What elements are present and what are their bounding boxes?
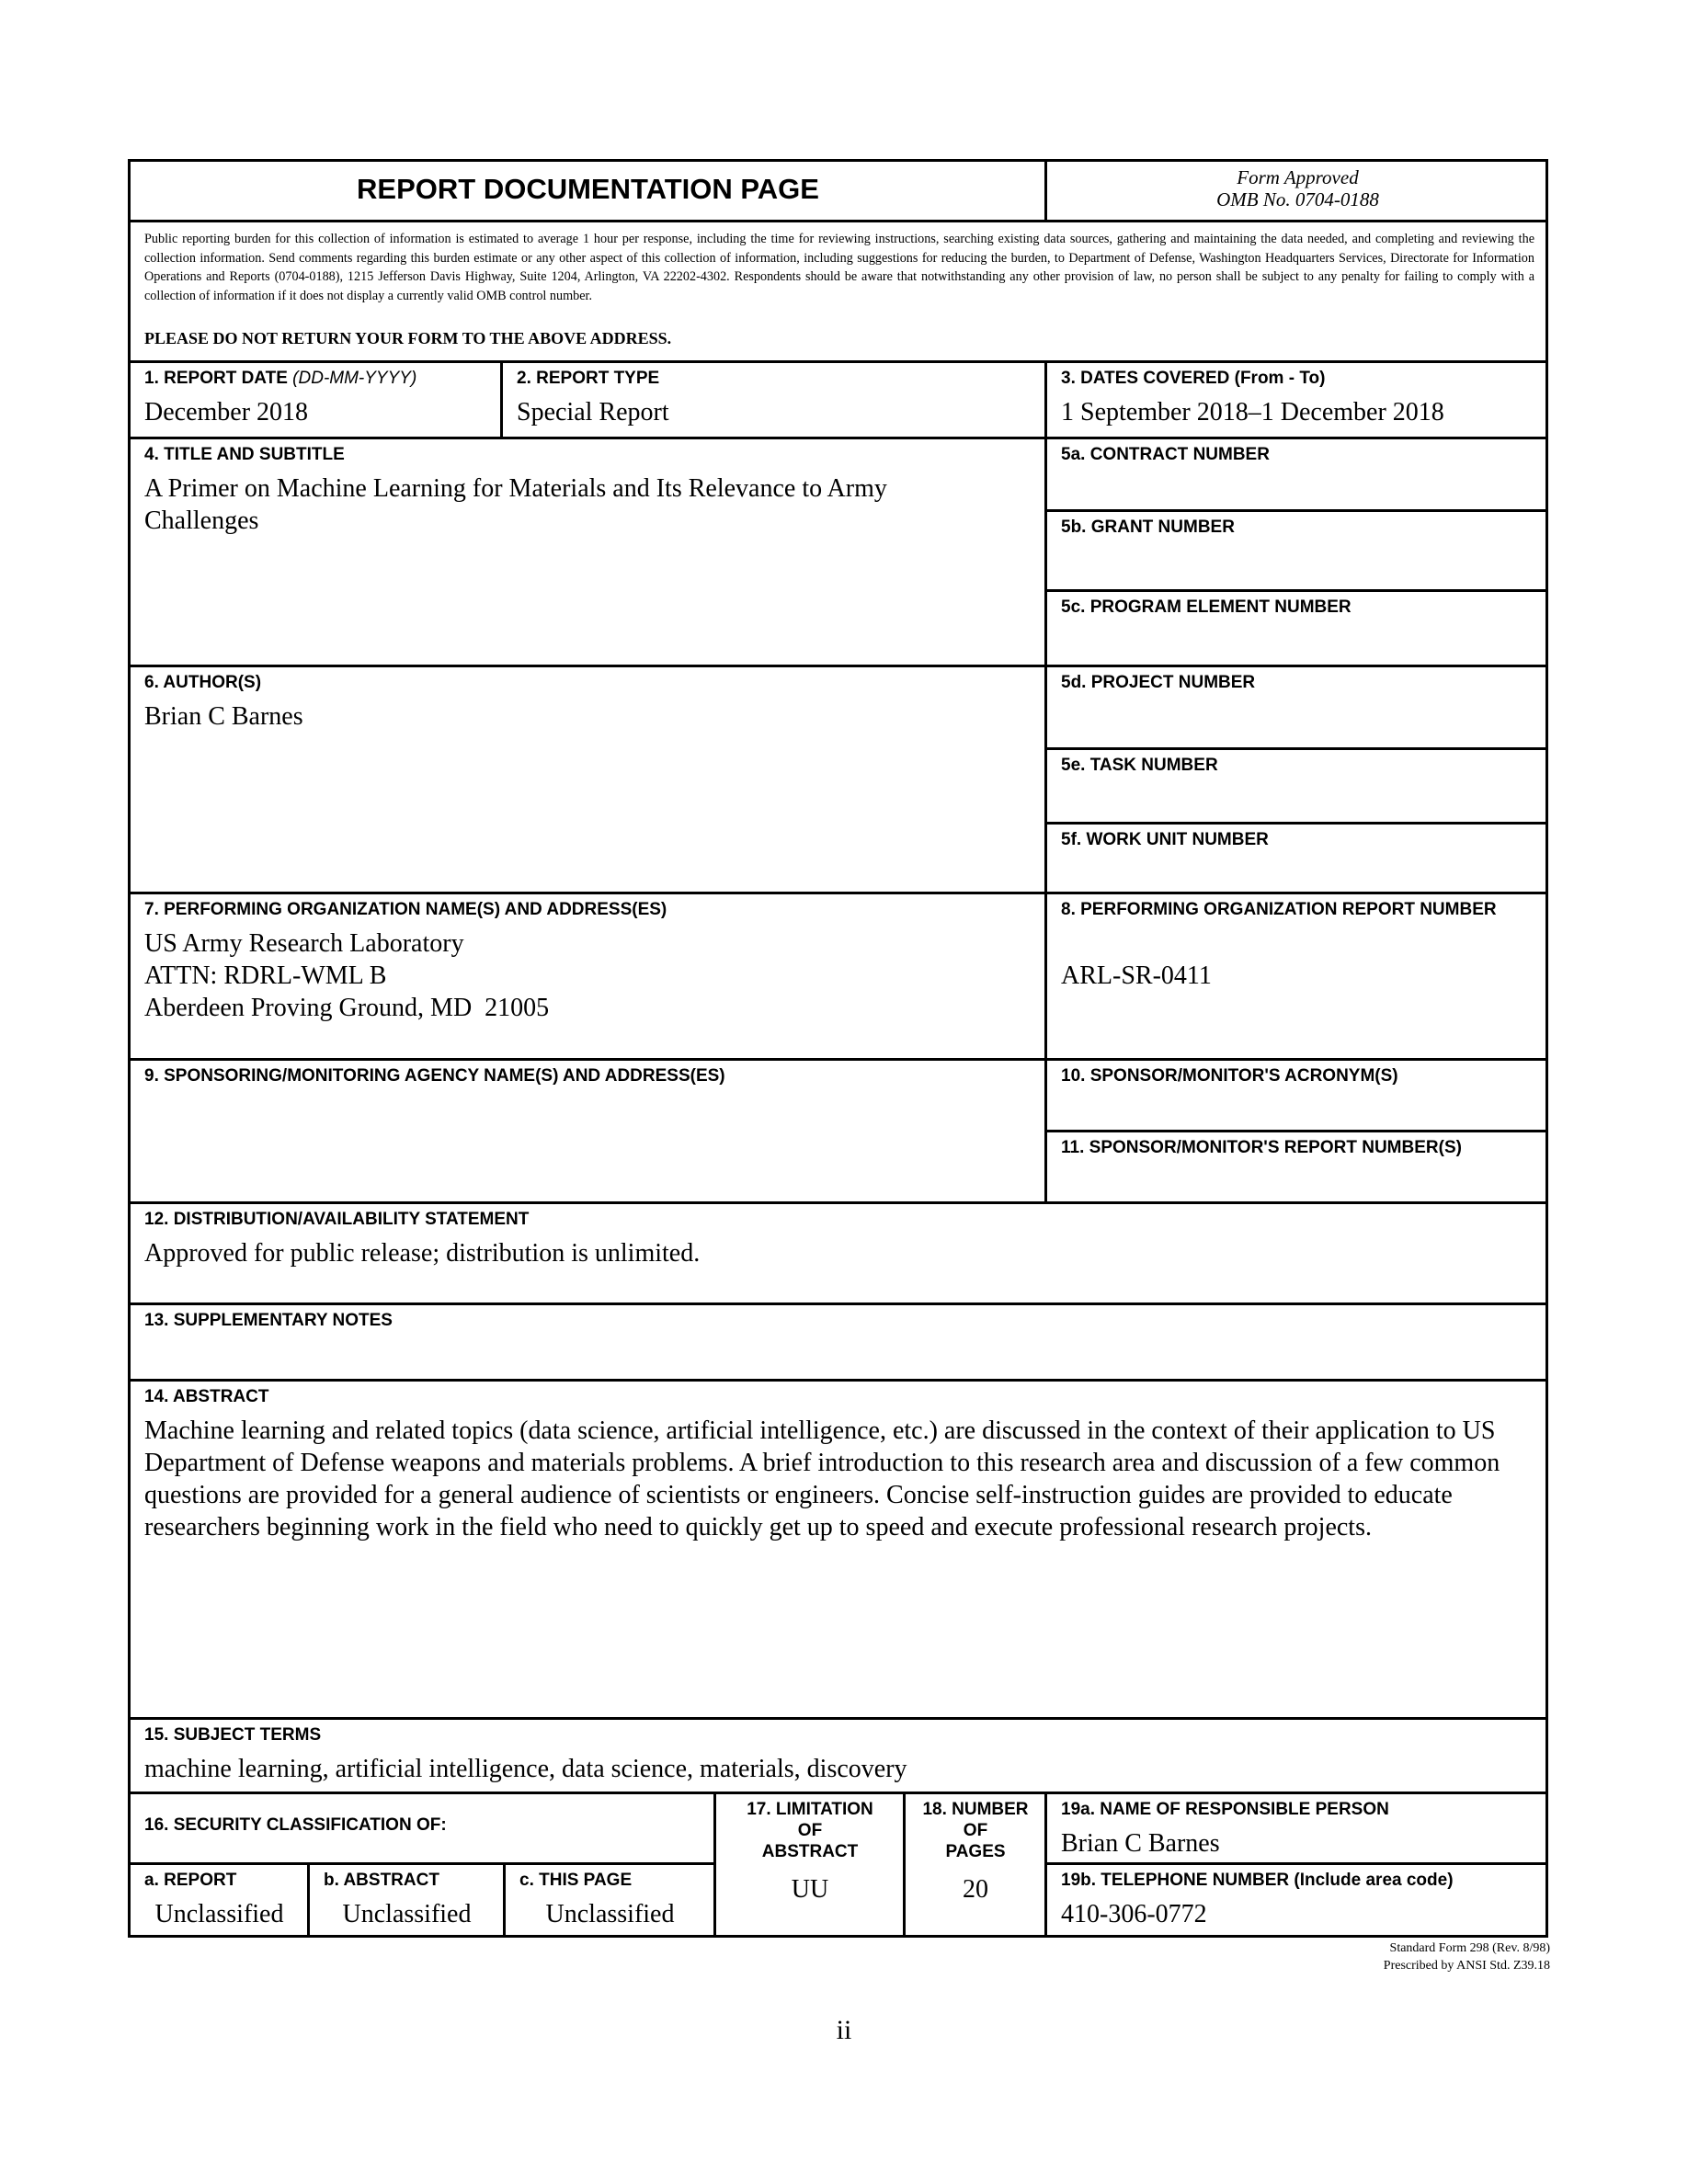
subject-terms-cell [131,1717,1545,1792]
prescribed-by-note: Prescribed by ANSI Std. Z39.18 [1383,1959,1550,1973]
responsible-person-value: Brian C Barnes [1061,1829,1220,1858]
number-of-pages-label-line2: OF [963,1821,988,1840]
limitation-value: UU [791,1875,829,1904]
distribution-value: Approved for public release; distribution is unlimited. [144,1239,701,1268]
project-number-cell [1044,665,1548,748]
omb-number: OMB No. 0704-0188 [1216,188,1379,210]
abstract-label: 14. ABSTRACT [144,1387,269,1406]
security-classification-label: 16. SECURITY CLASSIFICATION OF: [144,1815,447,1835]
sponsor-acronym-cell [1044,1058,1548,1131]
title-subtitle-cell [131,437,1045,665]
report-date-value: December 2018 [144,398,309,427]
security-this-page-value: Unclassified [545,1900,675,1928]
responsible-person-cell [1044,1792,1548,1863]
contract-number-cell [1044,437,1548,510]
security-classification-cell [131,1792,714,1863]
performing-org-value: US Army Research Laboratory ATTN: RDRL-WML B Aberdeen Proving Ground, MD 21005 [144,929,550,1022]
standard-form-note: Standard Form 298 (Rev. 8/98) [1389,1941,1550,1955]
sponsor-acronym-label: 10. SPONSOR/MONITOR'S ACRONYM(S) [1061,1066,1398,1086]
abstract-cell [131,1379,1545,1718]
supplementary-notes-label: 13. SUPPLEMENTARY NOTES [144,1311,393,1330]
page-number: ii [836,2015,852,2045]
burden-statement-cell [131,220,1545,361]
abstract-value: Machine learning and related topics (data science, artificial intelligence, etc.) are discussed in the context of their application to US Department of Defense weapons and materials problems. A brief introduction to this research area and discussion of a few common questions are provided for a general audience of scientists or engineers. Concise self-instruction guides are provided to educate researchers beginning work in the field who need to quickly get up to speed and execute professional research projects. [144,1416,1507,1541]
report-type-value: Special Report [517,398,669,427]
distribution-label: 12. DISTRIBUTION/AVAILABILITY STATEMENT [144,1210,530,1229]
contract-number-label: 5a. CONTRACT NUMBER [1061,445,1270,464]
subject-terms-value: machine learning, artificial intelligence, data science, materials, discovery [144,1755,907,1783]
limitation-label-line3: ABSTRACT [761,1842,859,1861]
subject-terms-label: 15. SUBJECT TERMS [144,1725,322,1745]
form-approved-text: Form Approved [1237,166,1359,188]
report-documentation-form [128,159,1548,1938]
work-unit-number-cell [1044,822,1548,893]
performing-org-report-number-cell [1044,892,1548,1059]
program-element-cell [1044,589,1548,665]
performing-org-label: 7. PERFORMING ORGANIZATION NAME(S) AND ADDRESS(ES) [144,900,667,919]
security-this-page-cell [503,1862,714,1936]
dates-covered-label: 3. DATES COVERED (From - To) [1061,369,1326,388]
supplementary-notes-cell [131,1302,1545,1380]
title-subtitle-label: 4. TITLE AND SUBTITLE [144,445,345,464]
sponsoring-agency-label: 9. SPONSORING/MONITORING AGENCY NAME(S) AND ADDRESS(ES) [144,1066,725,1086]
grant-number-label: 5b. GRANT NUMBER [1061,518,1235,537]
performing-org-cell [131,892,1045,1059]
report-date-cell [131,360,501,438]
dates-covered-value: 1 September 2018–1 December 2018 [1061,398,1444,427]
grant-number-cell [1044,509,1548,590]
authors-cell [131,665,1045,893]
work-unit-number-label: 5f. WORK UNIT NUMBER [1061,830,1269,849]
limitation-label-line1: 17. LIMITATION [747,1800,873,1819]
performing-org-report-number-label: 8. PERFORMING ORGANIZATION REPORT NUMBER [1061,900,1497,919]
task-number-label: 5e. TASK NUMBER [1061,756,1218,775]
number-of-pages-label-line1: 18. NUMBER [922,1800,1029,1819]
security-report-label: a. REPORT [144,1871,237,1890]
report-type-label: 2. REPORT TYPE [517,369,660,388]
security-report-cell [131,1862,308,1936]
number-of-pages-label-line3: PAGES [945,1842,1006,1861]
report-date-label: 1. REPORT DATE (DD-MM-YYYY) [144,369,417,388]
form-title: REPORT DOCUMENTATION PAGE [357,173,819,205]
responsible-person-label: 19a. NAME OF RESPONSIBLE PERSON [1061,1800,1389,1819]
security-this-page-label: c. THIS PAGE [519,1871,633,1890]
telephone-cell [1044,1862,1548,1936]
form-title-cell [131,162,1045,221]
authors-label: 6. AUTHOR(S) [144,673,262,692]
project-number-label: 5d. PROJECT NUMBER [1061,673,1256,692]
sponsor-report-number-cell [1044,1130,1548,1202]
task-number-cell [1044,747,1548,823]
limitation-cell [713,1792,904,1936]
security-abstract-cell [307,1862,504,1936]
telephone-label: 19b. TELEPHONE NUMBER (Include area code) [1061,1871,1454,1890]
program-element-label: 5c. PROGRAM ELEMENT NUMBER [1061,597,1352,617]
number-of-pages-value: 20 [963,1875,988,1904]
security-abstract-value: Unclassified [342,1900,472,1928]
telephone-value: 410-306-0772 [1061,1900,1207,1928]
omb-cell [1044,162,1548,221]
do-not-return-notice: PLEASE DO NOT RETURN YOUR FORM TO THE ABOVE ADDRESS. [144,329,672,347]
dates-covered-cell [1044,360,1548,438]
security-abstract-label: b. ABSTRACT [324,1871,439,1890]
authors-value: Brian C Barnes [144,702,303,731]
sponsor-report-number-label: 11. SPONSOR/MONITOR'S REPORT NUMBER(S) [1061,1138,1462,1157]
burden-statement: Public reporting burden for this collection of information is estimated to average 1 hour per response, including the time for reviewing instructions, searching existing data sources, gathering and maintaining the data needed, and completing and reviewing the collection information. Send comments regarding this burden estimate or any other aspect of this collection of information, including suggestions for reducing the burden, to Department of Defense, Washington Headquarters Services, Directorate for Information Operations and Reports (0704-0188), 1215 Jefferson Davis Highway, Suite 1204, Arlington, VA 22202-4302. Respondents should be aware that notwithstanding any other provision of law, no person shall be subject to any penalty for failing to comply with a collection of information if it does not display a currently valid OMB control number. [144,232,1534,303]
limitation-label-line2: OF [797,1821,823,1840]
performing-org-report-number-value: ARL-SR-0411 [1061,961,1212,990]
report-type-cell [500,360,1045,438]
number-of-pages-cell [903,1792,1045,1936]
title-subtitle-value: A Primer on Machine Learning for Materials and Its Relevance to Army Challenges [144,474,887,535]
security-report-value: Unclassified [154,1900,284,1928]
sponsoring-agency-cell [131,1058,1045,1202]
distribution-cell [131,1201,1545,1303]
